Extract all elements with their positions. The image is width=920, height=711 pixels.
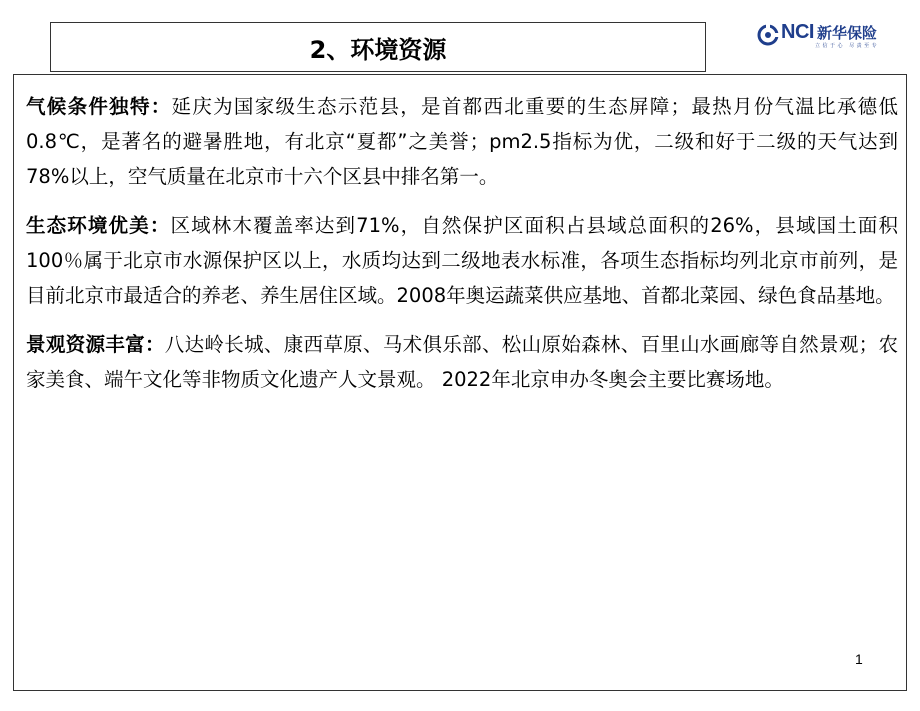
paragraph-label: 景观资源丰富：: [26, 333, 165, 356]
paragraph-landscape: [26, 327, 898, 397]
content-box: [13, 74, 907, 691]
nci-logo-icon: [757, 24, 779, 46]
paragraph-label: 气候条件独特：: [26, 95, 172, 118]
paragraph-label: 生态环境优美：: [26, 214, 171, 237]
slide-title: [50, 22, 706, 72]
logo-name: 新华保险: [816, 24, 877, 42]
logo-brand: NCI: [781, 21, 814, 43]
slide-title-text: 2、环境资源: [309, 35, 447, 64]
paragraph-text: 八达岭长城、康西草原、马术俱乐部、松山原始森林、百里山水画廊等自然景观；农家美食、端午文化等非物质文化遗产人文景观。 2022年北京申办冬奥会主要比赛场地。: [26, 333, 898, 391]
paragraph-climate: [26, 89, 898, 194]
company-logo: [757, 22, 907, 50]
paragraph-text: 延庆为国家级生态示范县，是首都西北重要的生态屏障；最热月份气温比承德低0.8℃，是著名的避暑胜地，有北京“夏都”之美誉；pm2.5指标为优，二级和好于二级的天气达到78%以上，空气质量在北京市十六个区县中排名第一。: [26, 95, 898, 188]
logo-slogan: 立信于心 尽责至专: [815, 43, 880, 49]
paragraph-text: 区域林木覆盖率达到71%，自然保护区面积占县域总面积的26%，县域国土面积100％属于北京市水源保护区以上，水质均达到二级地表水标准，各项生态指标均列北京市前列，是目前北京市最适合的养老、养生居住区域。2008年奥运蔬菜供应基地、首都北菜园、绿色食品基地。: [26, 214, 898, 307]
paragraph-ecology: [26, 208, 898, 313]
page-number: 1: [855, 651, 863, 667]
